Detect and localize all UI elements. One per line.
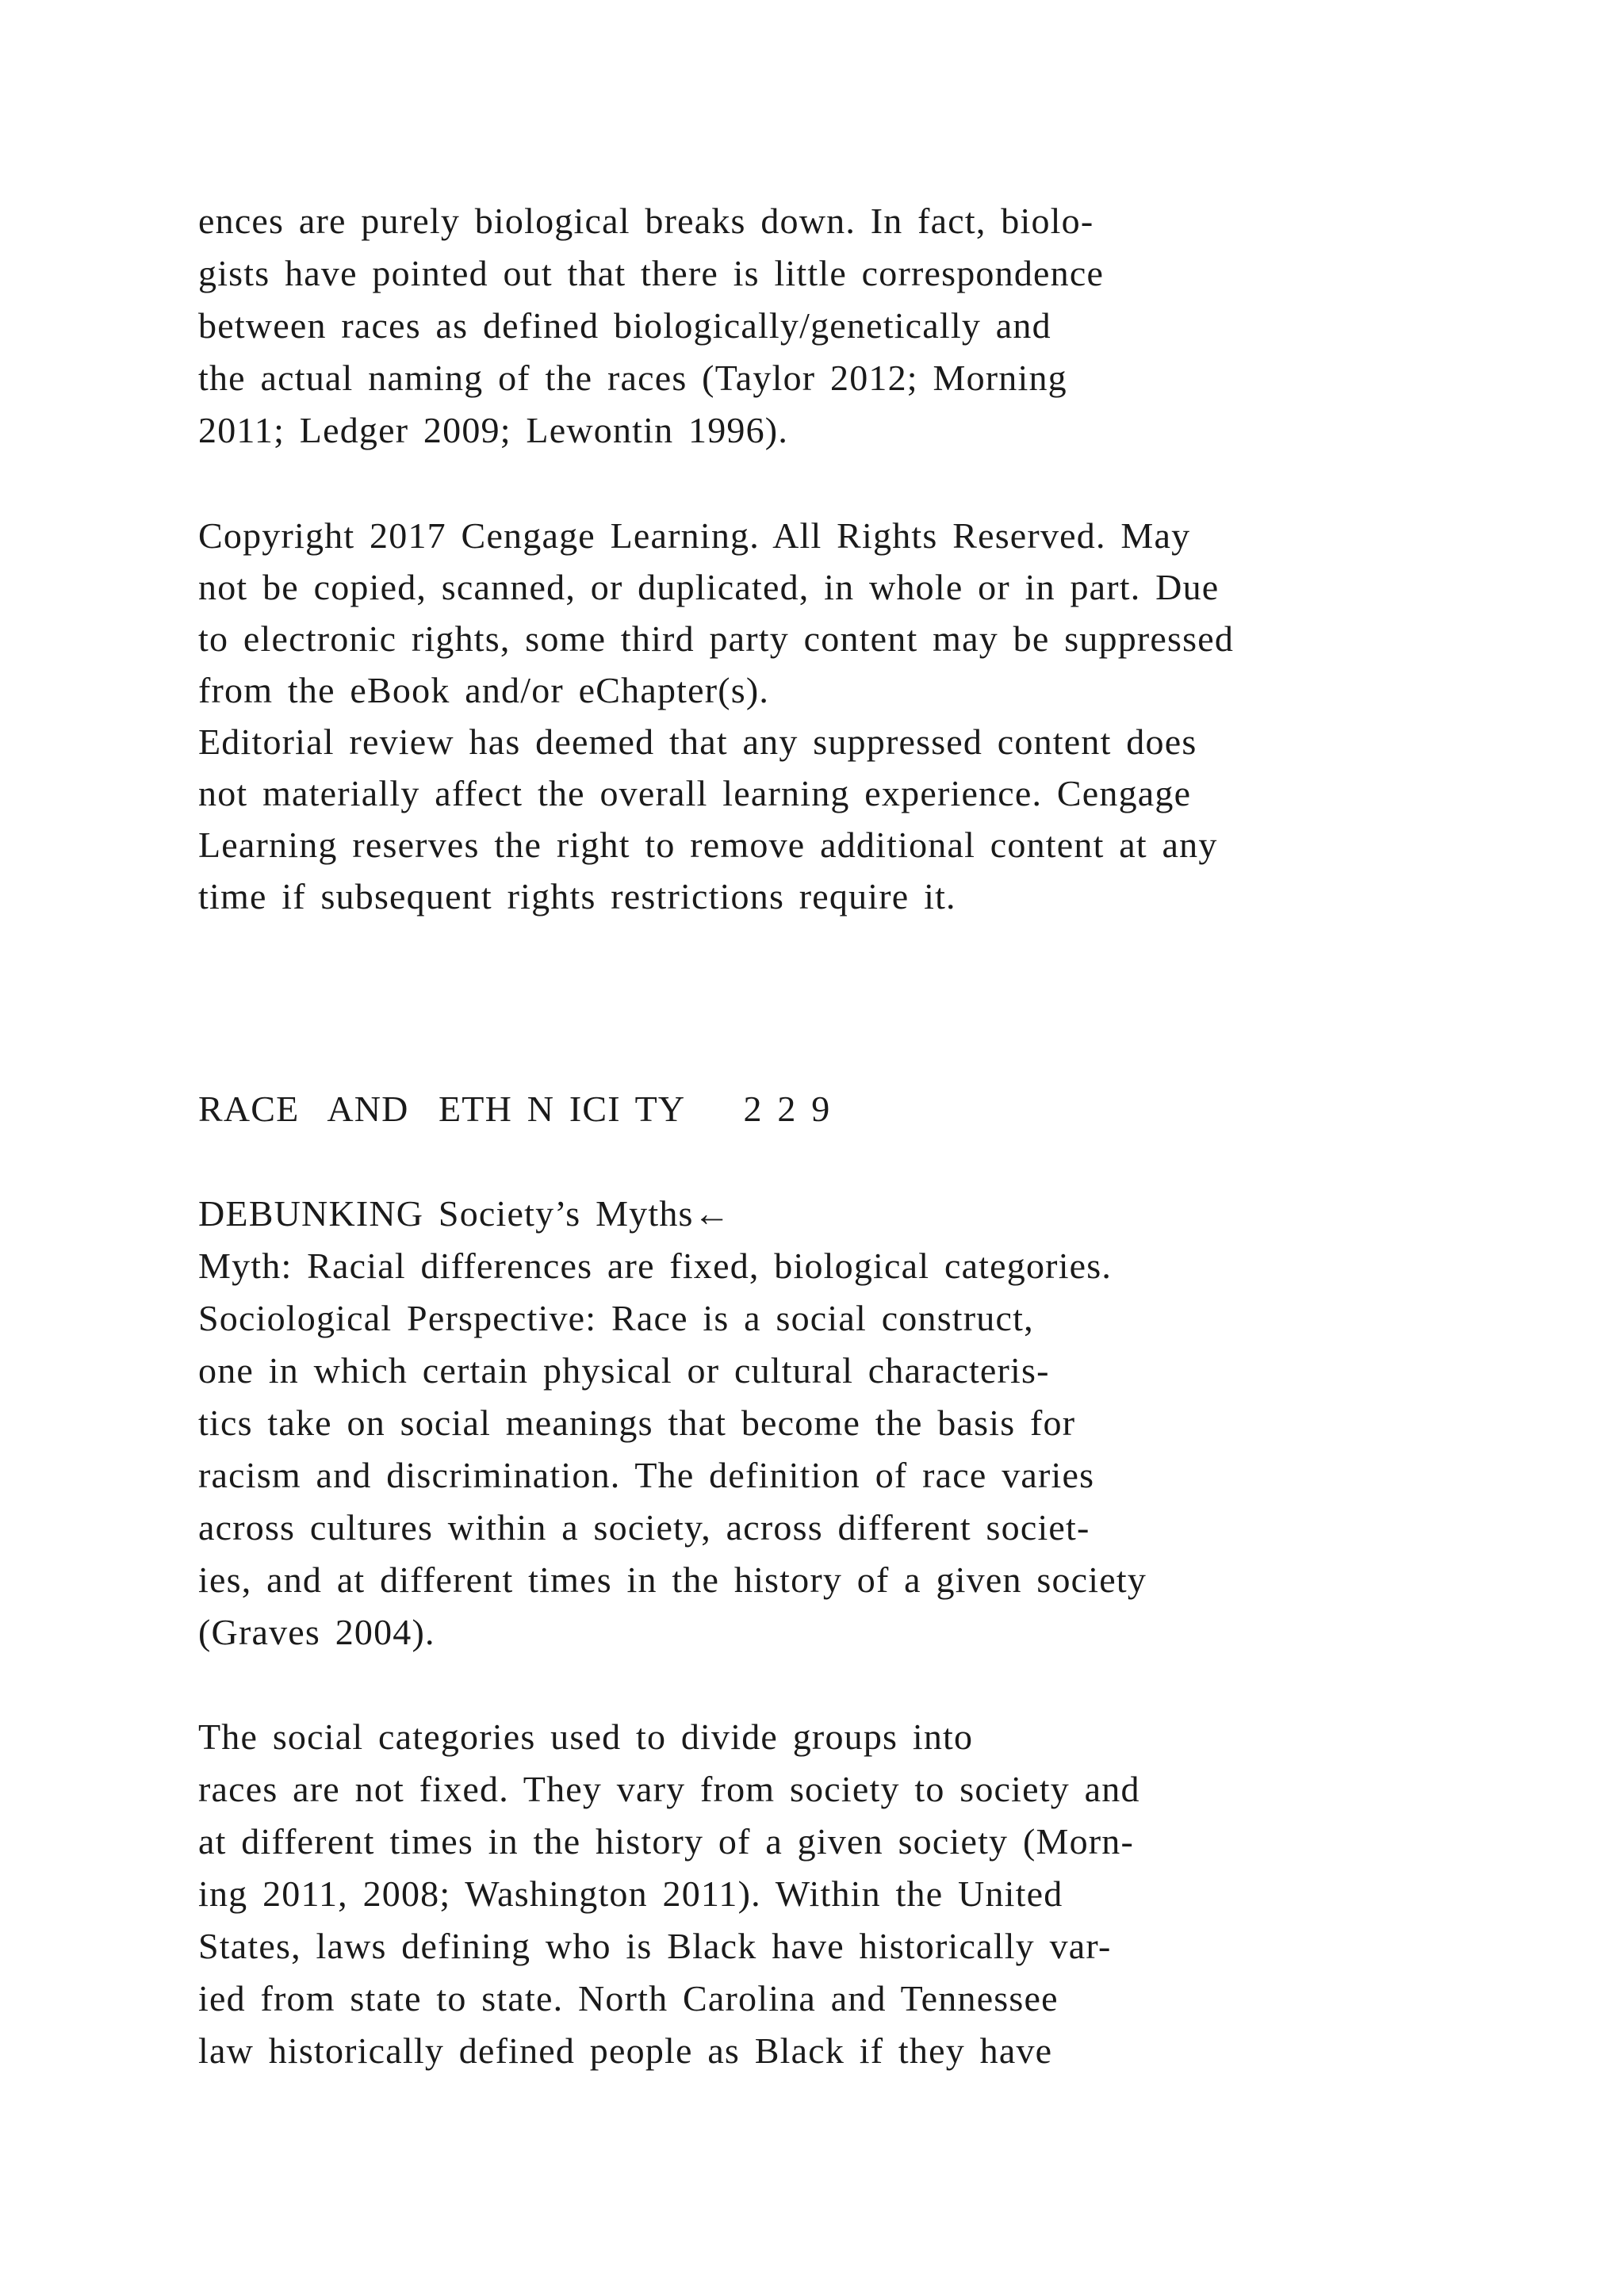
sidebar-text-line: tics take on social meanings that become the basis for <box>198 1402 1076 1443</box>
sidebar-text-line: (Graves 2004). <box>198 1612 435 1652</box>
copyright-line: Learning reserves the right to remove additional content at any <box>198 825 1218 865</box>
copyright-line: Copyright 2017 Cengage Learning. All Rights Reserved. May <box>198 515 1191 556</box>
body-text-line: gists have pointed out that there is little correspondence <box>198 253 1105 293</box>
body-text-line: ied from state to state. North Carolina and Tennessee <box>198 1978 1059 2019</box>
body-text-line: ences are purely biological breaks down. In fact, biolo- <box>198 201 1094 241</box>
body-text-line: States, laws defining who is Black have historically var- <box>198 1926 1112 1966</box>
copyright-line: from the eBook and/or eChapter(s). <box>198 670 770 710</box>
sidebar-text-line: one in which certain physical or cultural characteris- <box>198 1350 1050 1391</box>
copyright-line: not materially affect the overall learning experience. Cengage <box>198 773 1192 813</box>
body-text-line: between races as defined biologically/genetically and <box>198 305 1051 346</box>
running-header: RACE AND ETH N ICI TY 2 2 9 <box>198 1089 831 1129</box>
body-text-line: 2011; Ledger 2009; Lewontin 1996). <box>198 410 789 450</box>
body-text-line: law historically defined people as Black if they have <box>198 2030 1053 2071</box>
copyright-line: not be copied, scanned, or duplicated, in whole or in part. Due <box>198 567 1220 607</box>
sidebar-text-line: ies, and at different times in the history of a given society <box>198 1559 1147 1600</box>
copyright-line: Editorial review has deemed that any suppressed content does <box>198 721 1197 762</box>
copyright-line: to electronic rights, some third party content may be suppressed <box>198 618 1235 659</box>
sidebar-title: DEBUNKING Society’s Myths← <box>198 1193 731 1234</box>
body-text-line: at different times in the history of a given society (Morn- <box>198 1821 1135 1862</box>
body-text-line: The social categories used to divide groups into <box>198 1716 974 1757</box>
sidebar-text-line: Myth: Racial differences are fixed, biological categories. <box>198 1246 1113 1286</box>
copyright-line: time if subsequent rights restrictions require it. <box>198 876 956 916</box>
body-text-line: the actual naming of the races (Taylor 2012; Morning <box>198 358 1067 398</box>
body-text-line: races are not fixed. They vary from society to society and <box>198 1769 1140 1809</box>
sidebar-text-line: Sociological Perspective: Race is a social construct, <box>198 1298 1034 1338</box>
body-text-line: ing 2011, 2008; Washington 2011). Within the United <box>198 1873 1063 1914</box>
sidebar-text-line: racism and discrimination. The definition of race varies <box>198 1455 1095 1495</box>
sidebar-text-line: across cultures within a society, across different societ- <box>198 1507 1090 1548</box>
